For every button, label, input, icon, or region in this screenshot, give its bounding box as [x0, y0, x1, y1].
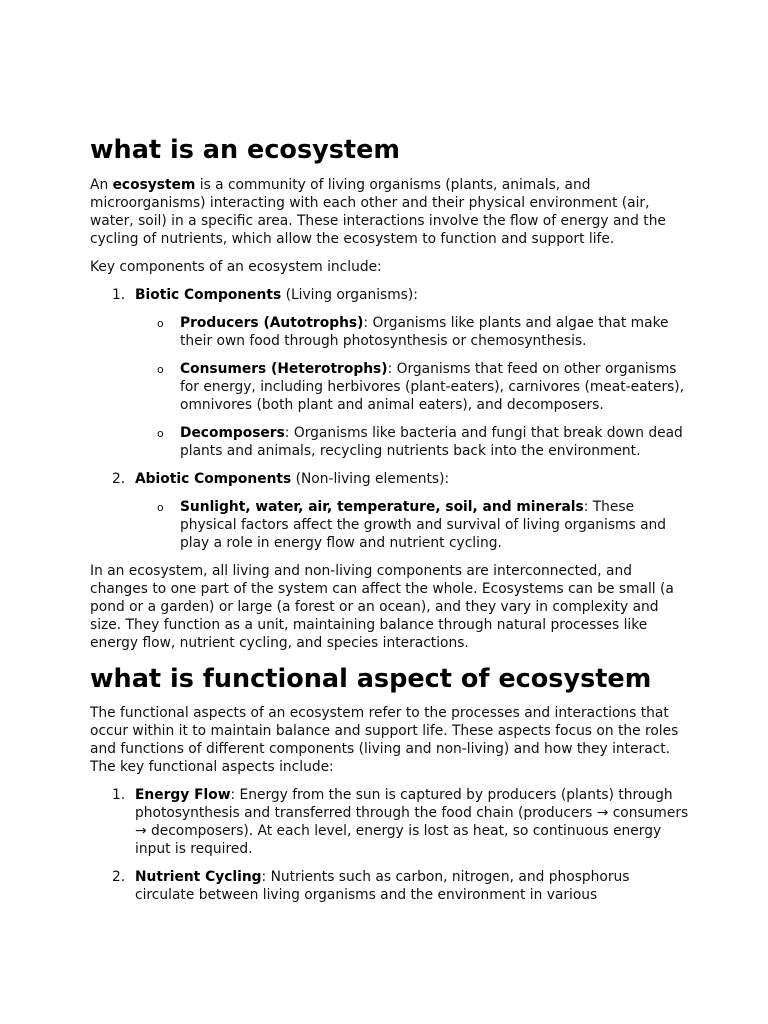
list-number: 1. [112, 287, 126, 303]
document-page [90, 133, 690, 914]
list-item-title: Abiotic Components [135, 471, 292, 487]
sublist-item-title: Decomposers [180, 425, 285, 441]
sublist-item-title: Producers (Autotrophs) [180, 315, 364, 331]
bullet-icon: o [157, 501, 164, 514]
intro-rest: is a community of living organisms (plants, animals, and microorganisms) interacting with each other and their physical environment (air, water, soil) in a specific area. These interactions involve the flow of energy and the cycling of nutrients, which allow the ecosystem to function and support life. [90, 177, 666, 247]
list-item-biotic [90, 286, 690, 460]
list-item-title: Biotic Components [135, 287, 282, 303]
biotic-sublist [135, 314, 690, 460]
sublist-item-title: Consumers (Heterotrophs) [180, 361, 388, 377]
heading-functional-aspect: what is functional aspect of ecosystem [90, 664, 652, 694]
sublist-item-text: : Organisms that feed on other organisms for energy, including herbivores (plant-eaters), carnivores (meat-eaters), omnivores (both plant and animal eaters), and decomposers. [180, 361, 685, 413]
intro-paragraph [90, 176, 690, 248]
functional-intro: The functional aspects of an ecosystem refer to the processes and interactions that occur within it to maintain balance and support life. These aspects focus on the roles and functions of different components (living and non-living) and how they interact. The key functional aspects include: [90, 705, 679, 775]
list-item-abiotic [90, 470, 690, 552]
list-number: 2. [112, 869, 126, 885]
abiotic-sublist [135, 498, 690, 552]
sublist-item-text: : These physical factors affect the growth and survival of living organisms and play a role in energy flow and nutrient cycling. [180, 499, 667, 551]
sublist-item-text: : Organisms like plants and algae that make their own food through photosynthesis or chemosynthesis. [180, 315, 669, 349]
summary-paragraph: In an ecosystem, all living and non-living components are interconnected, and changes to one part of the system can affect the whole. Ecosystems can be small (a pond or a garden) or large (a forest or an ocean), and they vary in complexity and size. They function as a unit, maintaining balance through natural processes like energy flow, nutrient cycling, and species interactions. [90, 563, 674, 651]
intro-term: ecosystem [112, 177, 196, 193]
components-intro: Key components of an ecosystem include: [90, 259, 382, 275]
bullet-icon: o [157, 427, 164, 440]
list-item-text: : Energy from the sun is captured by producers (plants) through photosynthesis and transferred through the food chain (producers → consumers → decomposers). At each level, energy is lost as heat, so continuous energy input is required. [135, 787, 689, 857]
list-item-title: Energy Flow [135, 787, 231, 803]
sublist-item-title: Sunlight, water, air, temperature, soil, and minerals [180, 499, 584, 515]
bullet-icon: o [157, 317, 164, 330]
components-list [90, 286, 690, 552]
sublist-item-text: : Organisms like bacteria and fungi that break down dead plants and animals, recycling nutrients back into the environment. [180, 425, 683, 459]
heading-what-is-ecosystem: what is an ecosystem [90, 135, 400, 165]
list-item-title: Nutrient Cycling [135, 869, 262, 885]
sublist-item-consumers [135, 360, 690, 414]
sublist-item-producers [135, 314, 690, 350]
list-item-text: (Living organisms): [281, 287, 418, 303]
sublist-item-physical-factors [135, 498, 690, 552]
list-item-energy-flow [90, 786, 690, 858]
sublist-item-decomposers [135, 424, 690, 460]
list-item-nutrient-cycling [90, 868, 690, 904]
intro-lead: An [90, 177, 113, 193]
list-number: 2. [112, 471, 126, 487]
list-item-text: (Non-living elements): [291, 471, 450, 487]
list-item-text: : Nutrients such as carbon, nitrogen, and phosphorus circulate between living organisms and the environment in various [135, 869, 630, 903]
bullet-icon: o [157, 363, 164, 376]
functional-list [90, 786, 690, 904]
list-number: 1. [112, 787, 126, 803]
